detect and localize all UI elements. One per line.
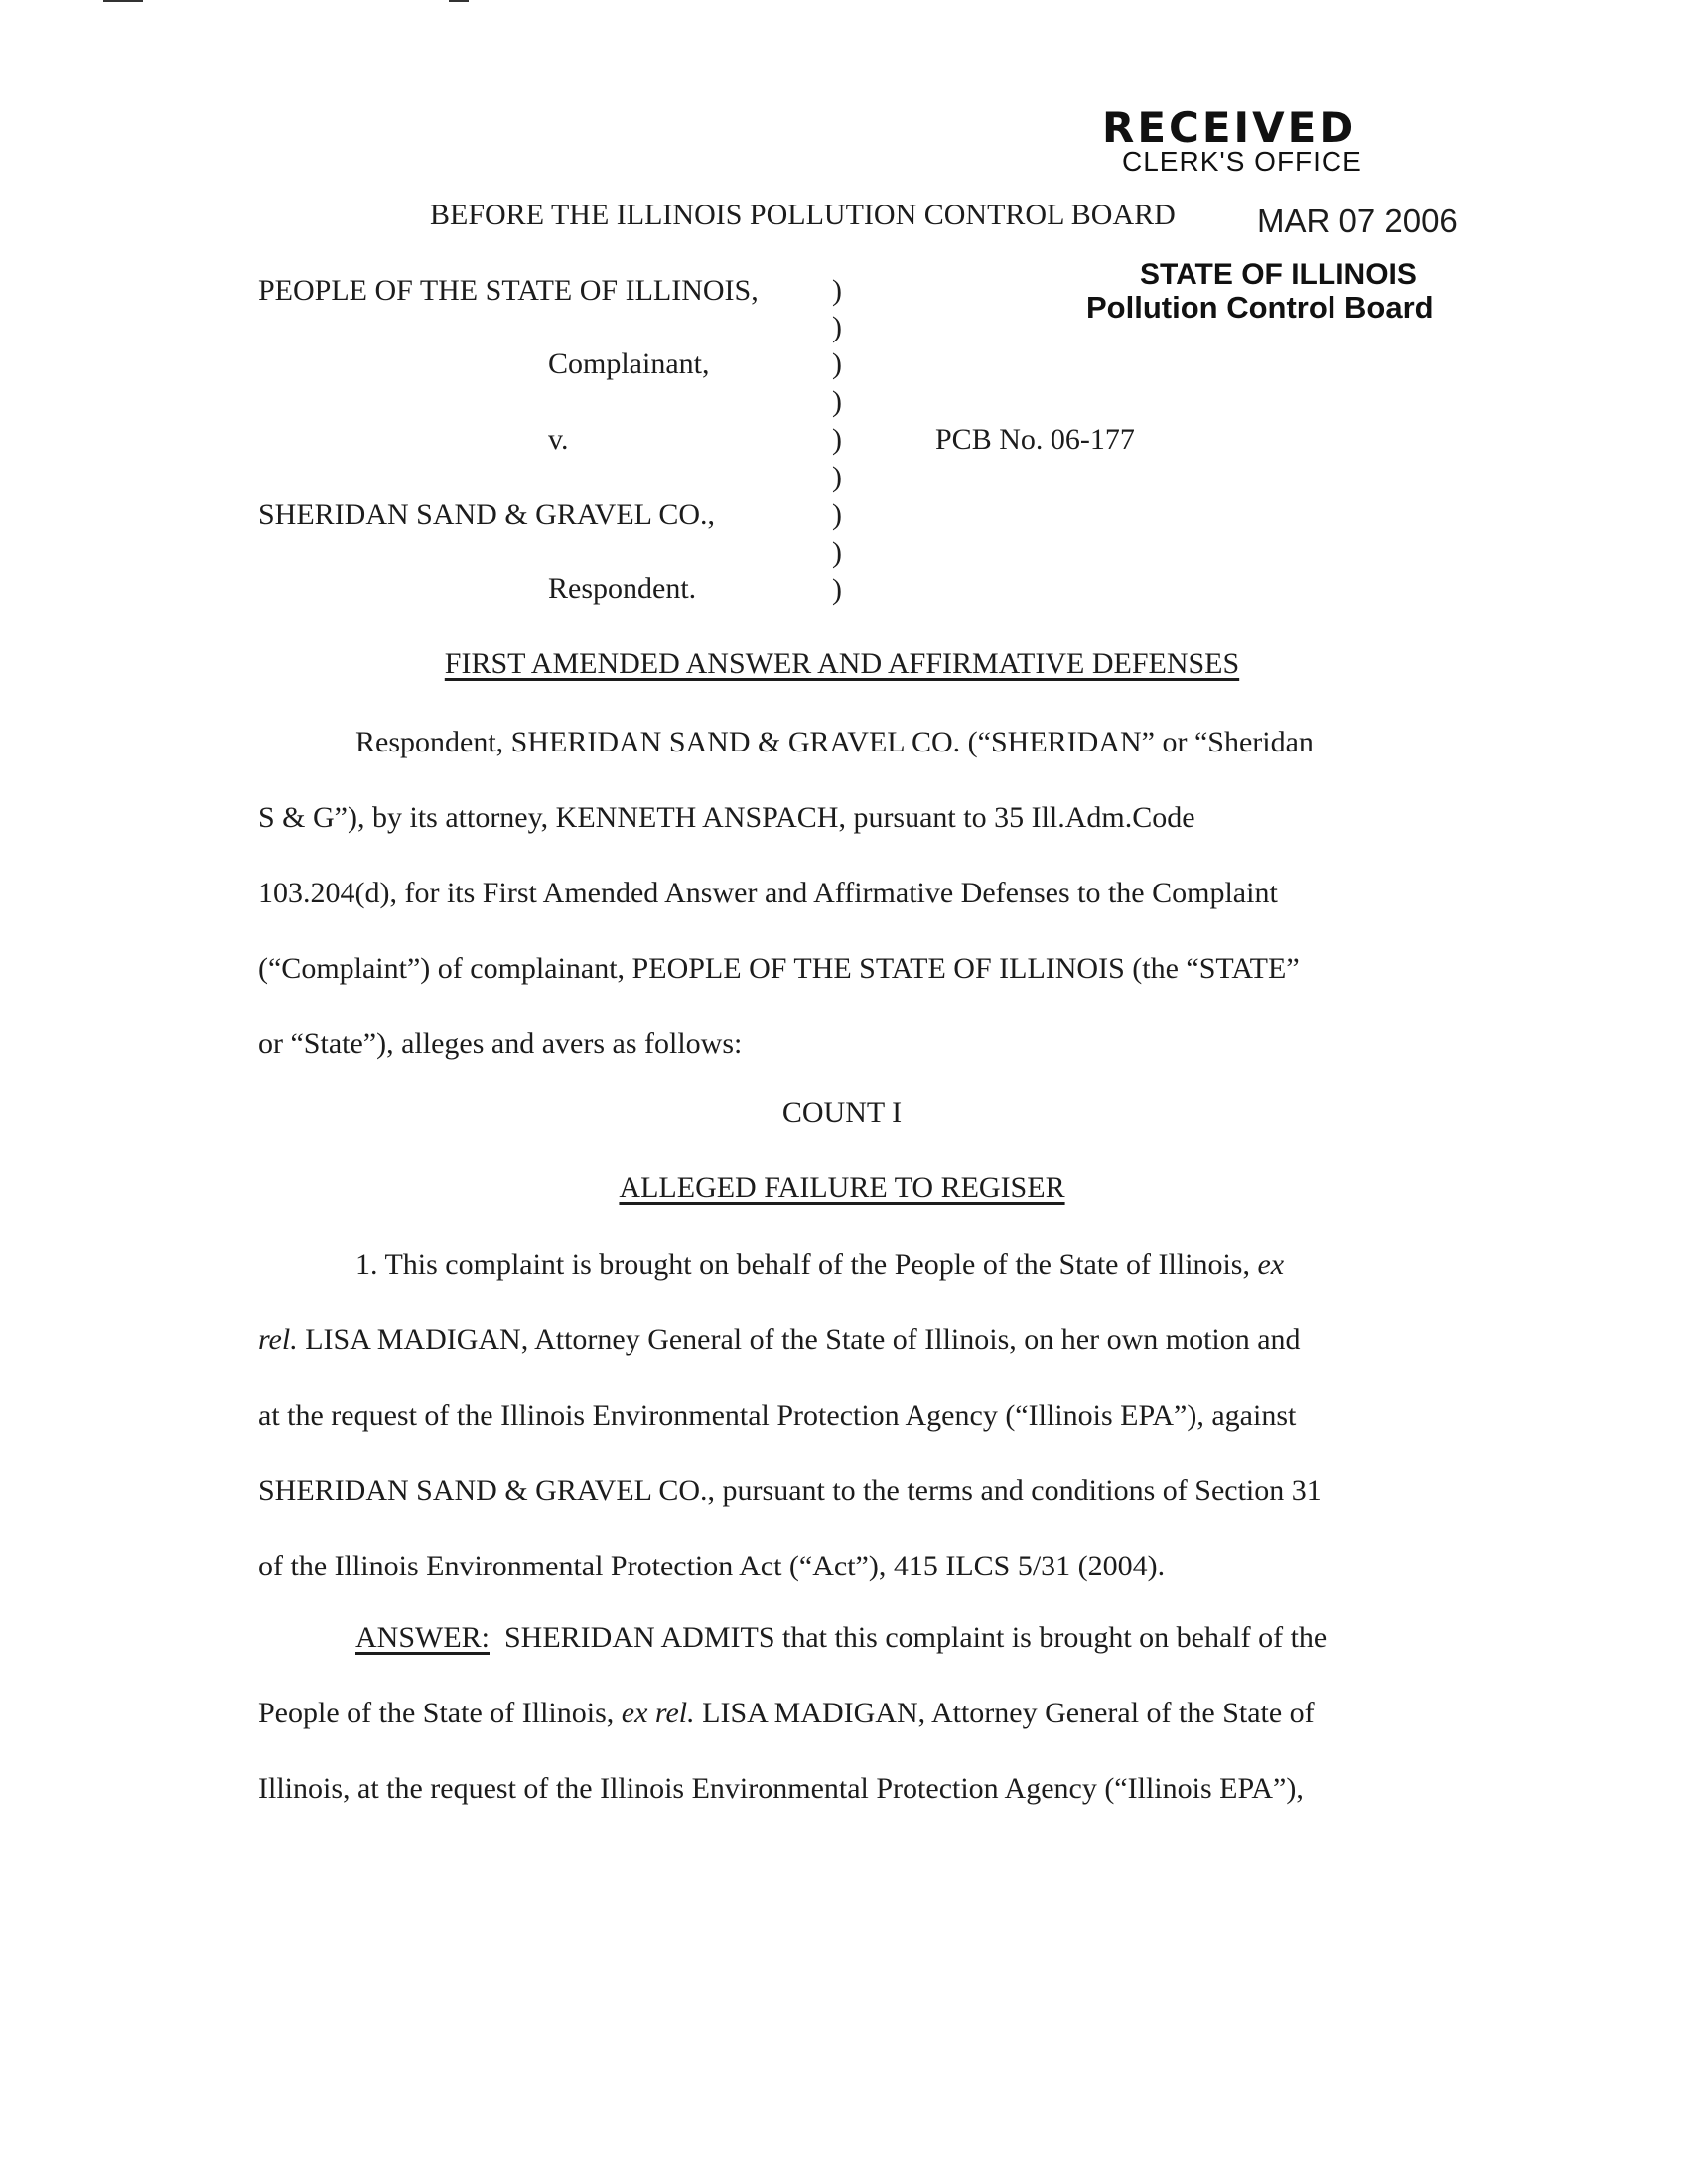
respondent-role: Respondent. [548, 572, 697, 605]
allegation-line: at the request of the Illinois Environmental Protection Agency (“Illinois EPA”), against [258, 1399, 1297, 1432]
allegation-italic: rel. [258, 1323, 298, 1356]
allegation-text: LISA MADIGAN, Attorney General of the State of Illinois, on her own motion and [305, 1323, 1301, 1356]
case-number: PCB No. 06-177 [935, 423, 1135, 456]
document-title [0, 647, 1684, 681]
complainant-party: PEOPLE OF THE STATE OF ILLINOIS, [258, 274, 759, 307]
allegation-line [258, 1320, 1430, 1396]
allegation-text: 1. This complaint is brought on behalf of the People of the State of Illinois, [355, 1248, 1250, 1281]
received-stamp: RECEIVED [1102, 103, 1357, 152]
answer-line: Illinois, at the request of the Illinois Environmental Protection Agency (“Illinois EPA”), [258, 1772, 1304, 1805]
count-subtitle-text: ALLEGED FAILURE TO REGISER [619, 1171, 1065, 1204]
scan-mark [449, 0, 469, 2]
caption-paren: ) [832, 385, 842, 418]
allegation-italic: ex [1257, 1248, 1285, 1281]
caption-paren: ) [832, 573, 842, 606]
caption-paren: ) [832, 274, 842, 307]
date-stamp: MAR 07 2006 [1257, 203, 1458, 239]
caption-paren: ) [832, 423, 842, 456]
intro-line: 103.204(d), for its First Amended Answer and Affirmative Defenses to the Complaint [258, 877, 1278, 909]
intro-line: S & G”), by its attorney, KENNETH ANSPACH, pursuant to 35 Ill.Adm.Code [258, 801, 1195, 834]
answer-label: ANSWER: [355, 1621, 490, 1654]
intro-line: (“Complaint”) of complainant, PEOPLE OF THE STATE OF ILLINOIS (the “STATE” [258, 952, 1300, 985]
answer-line [258, 1618, 1430, 1694]
answer-text: LISA MADIGAN, Attorney General of the State of [702, 1697, 1315, 1729]
answer-line [258, 1694, 1430, 1769]
respondent-party: SHERIDAN SAND & GRAVEL CO., [258, 498, 716, 531]
caption-paren: ) [832, 311, 842, 343]
allegation-line: SHERIDAN SAND & GRAVEL CO., pursuant to the terms and conditions of Section 31 [258, 1474, 1322, 1507]
answer-text: People of the State of Illinois, [258, 1697, 615, 1729]
document-title-text: FIRST AMENDED ANSWER AND AFFIRMATIVE DEFENSES [444, 647, 1240, 680]
allegation-paragraph [258, 1245, 1430, 1622]
answer-text: SHERIDAN ADMITS that this complaint is brought on behalf of the [504, 1621, 1328, 1654]
intro-paragraph [258, 723, 1430, 1100]
intro-line: Respondent, SHERIDAN SAND & GRAVEL CO. (“SHERIDAN” or “Sheridan [355, 726, 1314, 758]
court-heading: BEFORE THE ILLINOIS POLLUTION CONTROL BOARD [430, 199, 1176, 231]
versus: v. [548, 423, 569, 456]
caption-paren: ) [832, 498, 842, 531]
clerks-office-stamp: CLERK'S OFFICE [1122, 146, 1362, 177]
intro-line: or “State”), alleges and avers as follows: [258, 1027, 743, 1060]
answer-paragraph [258, 1618, 1430, 1844]
complainant-role: Complainant, [548, 347, 710, 380]
allegation-line [258, 1245, 1430, 1320]
count-subtitle [0, 1171, 1684, 1205]
caption-paren: ) [832, 536, 842, 569]
state-stamp: STATE OF ILLINOIS [1140, 258, 1417, 291]
board-stamp: Pollution Control Board [1086, 290, 1434, 325]
answer-italic: ex rel. [621, 1697, 695, 1729]
caption-paren: ) [832, 461, 842, 493]
allegation-line: of the Illinois Environmental Protection Act (“Act”), 415 ILCS 5/31 (2004). [258, 1550, 1166, 1582]
count-title: COUNT I [781, 1096, 903, 1129]
caption-paren: ) [832, 347, 842, 380]
scan-mark [103, 0, 143, 2]
